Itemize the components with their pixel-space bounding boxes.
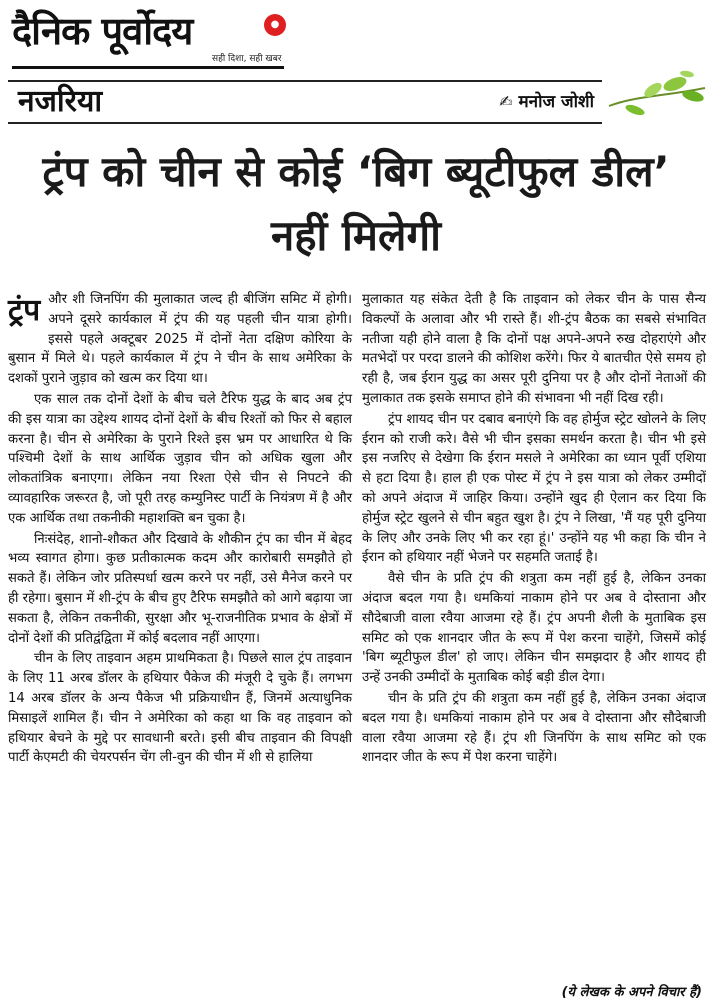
masthead (12, 4, 302, 72)
author-name: मनोज जोशी (518, 92, 594, 112)
article-paragraph: मुलाकात यह संकेत देती है कि ताइवान को लेकर चीन के पास सैन्य विकल्पों के अलावा और भी रास्ते हैं। शी-ट्रंप बैठक का सबसे संभावित नतीजा यही होने वाला है कि दोनों पक्ष अपने-अपने रुख दोहराएंगे और मतभेदों पर परदा डालने की कोशिश करेंगे। फिर ये बातचीत ऐसे समय हो रही है, जब ईरान युद्ध का असर पूरी दुनिया पर है और दोनों नेताओं की मुलाकात तक इसके समाप्त होने की संभावना भी नहीं दिख रही। (362, 292, 706, 406)
article-paragraph: निःसंदेह, शानो-शौकत और दिखावे के शौकीन ट्रंप का चीन में बेहद भव्य स्वागत होगा। कुछ प्रतीकात्मक कदम और कारोबारी समझौते हो सकते हैं। लेकिन जोर प्रतिस्पर्धा खत्म करने पर नहीं, उसे मैनेज करने पर ही रहेगा। बुसान में शी-ट्रंप के बीच हुए टैरिफ समझौते को आगे बढ़ाया जा सकता है, लेकिन तकनीकी, सुरक्षा और भू-राजनीतिक प्रभाव के क्षेत्रों में दोनों देशों की प्रतिद्वंद्विता में कोई बदलाव नहीं आएगा। (8, 531, 352, 646)
newspaper-name: दैनिक पूर्वोदय (12, 9, 193, 53)
article-body (8, 290, 706, 980)
article-paragraph: चीन के प्रति ट्रंप की शत्रुता कम नहीं हुई है, लेकिन उनका अंदाज बदल गया है। धमकियां नाकाम होने पर अब वे दोस्ताना और सौदेबाजी वाला रवैया आजमा रहे हैं। ट्रंप शी जिनपिंग के साथ समिट को एक शानदार जीत के रूप में पेश करना चाहेंगे। (362, 690, 706, 766)
masthead-logo-dot-icon: ● (264, 14, 286, 36)
article-paragraph: और शी जिनपिंग की मुलाकात जल्द ही बीजिंग समिट में होगी। अपने दूसरे कार्यकाल में ट्रंप की यह पहली चीन यात्रा होगी। इससे पहले अक्टूबर 2025 में दोनों नेता दक्षिण कोरिया के बुसान में मिले थे। पहले कार्यकाल में ट्रंप ने चीन के साथ अमेरिका के दशकों पुराने जुड़ाव को खत्म कर दिया था। (8, 292, 352, 387)
section-label: नजरिया (18, 84, 103, 119)
newspaper-tagline: सही दिशा, सही खबर (212, 54, 282, 64)
article-paragraph: चीन के लिए ताइवान अहम प्राथमिकता है। पिछले साल ट्रंप ताइवान के लिए 11 अरब डॉलर के हथियार पैकेज की मंजूरी दे चुके हैं। लगभग 14 अरब डॉलर के अन्य पैकेज भी प्रक्रियाधीन हैं, जिनमें अत्याधुनिक मिसाइलें शामिल हैं। चीन ने अमेरिका को कहा था कि वह ताइवान को हथियार बेचने के मुद्दे पर सावधानी बरते। इसी बीच ताइवान की विपक्षी पार्टी केएमटी की चेयरपर्सन चेंग ली-वुन की चीन में शी से हालिया (8, 651, 352, 766)
section-header (8, 80, 602, 124)
masthead-rule (12, 66, 284, 69)
pen-icon: ✍ (499, 92, 513, 111)
drop-cap: ट्रंप (8, 293, 41, 328)
article-column-right (362, 290, 706, 980)
article-paragraph: ट्रंप शायद चीन पर दबाव बनाएंगे कि वह होर्मुज स्ट्रेट खोलने के लिए ईरान को राजी करे। वैसे भी चीन इसका समर्थन करता है। चीन भी इसे इस नजरिए से देखेगा कि ईरान मसले ने अमेरिका का ध्यान पूर्वी एशिया से हटा दिया है। हाल ही एक पोस्ट में ट्रंप ने इस यात्रा को लेकर उम्मीदों को अपने अंदाज में जाहिर किया। उन्होंने खुद ही ऐलान कर दिया कि होर्मुज स्ट्रेट खुलने से चीन बहुत खुश है। ट्रंप ने लिखा, 'मैं यह पूरी दुनिया के लिए और उनके लिए भी कर रहा हूं।' उन्होंने यह भी कहा कि चीन ने ईरान को हथियार नहीं भेजने पर सहमति जताई है। (362, 411, 706, 566)
article-column-left (8, 290, 352, 980)
author-byline (499, 82, 594, 122)
author-disclaimer: (ये लेखक के अपने विचार हैं) (561, 985, 702, 1000)
article-headline: ट्रंप को चीन से कोई ‘बिग ब्यूटीफुल डील’ नहीं मिलेगी (42, 147, 670, 260)
article-paragraph: वैसे चीन के प्रति ट्रंप की शत्रुता कम नहीं हुई है, लेकिन उनका अंदाज बदल गया है। धमकियां नाकाम होने पर अब वे दोस्ताना और सौदेबाजी वाला रवैया आजमा रहे हैं। ट्रंप अपनी शैली के मुताबिक इस समिट को एक शानदार जीत के रूप में पेश करना चाहेंगे, जिसमें कोई 'बिग ब्यूटीफुल डील' हो जाए। लेकिन चीन समझदार है और शायद ही उन्हें उनकी उम्मीदों के मुताबिक कोई बड़ी डील देगा। (362, 571, 706, 686)
leaf-decoration-icon (605, 66, 709, 128)
article-paragraph: एक साल तक दोनों देशों के बीच चले टैरिफ युद्ध के बाद अब ट्रंप की इस यात्रा का उद्देश्य शायद दोनों देशों के बीच रिश्तों को फिर से बहाल करना है। चीन से अमेरिका के पुराने रिश्ते इस भ्रम पर आधारित थे कि पश्चिमी देशों के साथ आर्थिक जुड़ाव चीन को अधिक खुला और लोकतांत्रिक बनाएगा। लेकिन नया रिश्ता ऐसे चीन से निपटने की व्यावहारिक जरूरत है, जो पूरी तरह कम्युनिस्ट पार्टी के नियंत्रण में है और एक आर्थिक तथा तकनीकी महाशक्ति बन चुका है। (8, 391, 352, 526)
